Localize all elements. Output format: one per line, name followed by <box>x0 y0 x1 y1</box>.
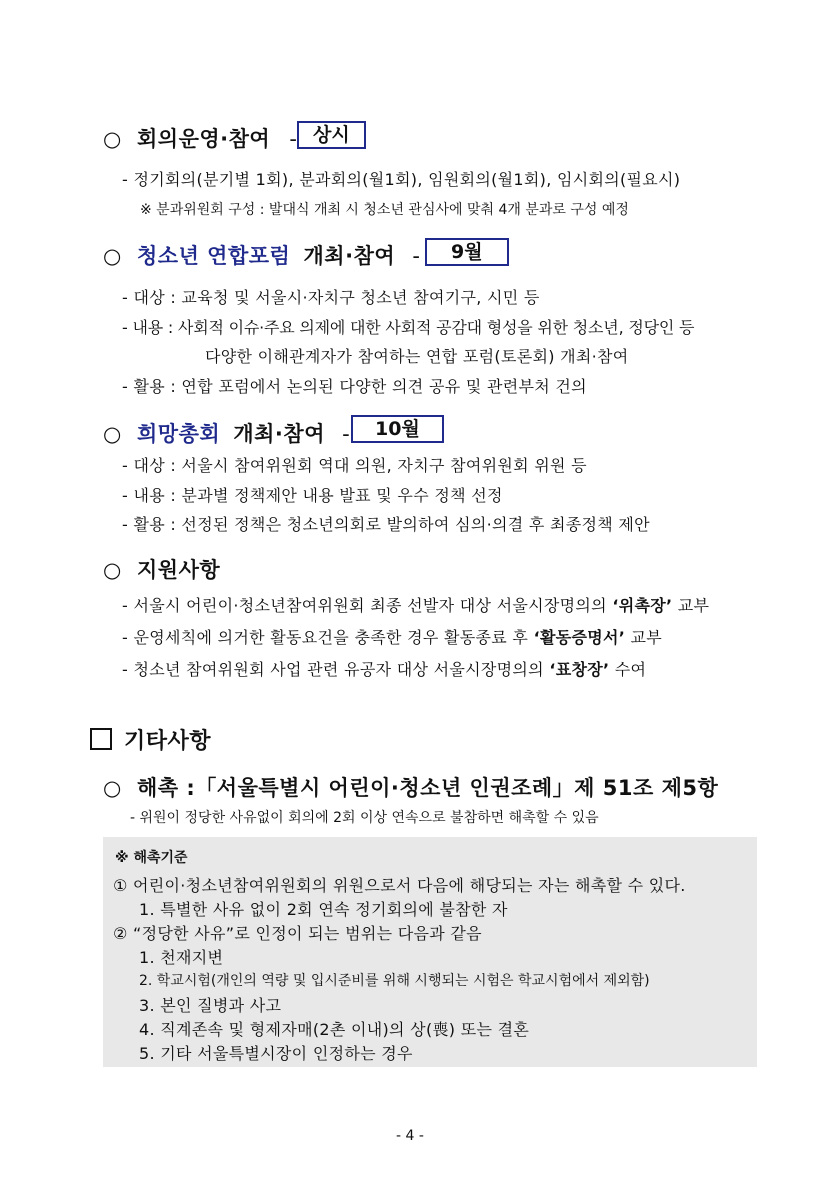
square-bullet-icon <box>90 728 112 750</box>
list-item: - 운영세칙에 의거한 활동요건을 충족한 경우 활동종료 후 ‘활동증명서’ 교부 <box>122 628 663 647</box>
circle-bullet: ○ <box>103 244 122 268</box>
schedule-badge: 상시 <box>297 121 366 149</box>
section-title: 회의운영·참여 <box>137 127 271 151</box>
section-heading-meeting <box>103 123 297 153</box>
dismissal-criteria-box <box>103 837 757 1067</box>
criteria-line: 4. 직계존속 및 형제자매(2촌 이내)의 상(喪) 또는 결혼 <box>139 1020 530 1039</box>
criteria-line: 5. 기타 서울특별시장이 인정하는 경우 <box>139 1044 413 1063</box>
section-heading-forum <box>103 240 420 270</box>
list-item-continued: 다양한 이해관계자가 참여하는 연합 포럼(토론회) 개최·참여 <box>205 347 629 366</box>
circle-bullet: ○ <box>103 558 122 582</box>
schedule-badge: 10월 <box>351 415 444 443</box>
note-text: ※ 분과위원회 구성 : 발대식 개최 시 청소년 관심사에 맞춰 4개 분과로 구성 예정 <box>140 202 629 218</box>
circle-bullet: ○ <box>103 776 122 800</box>
list-item: - 정기회의(분기별 1회), 분과회의(월1회), 임원회의(월1회), 임시회의(필요시) <box>122 170 681 189</box>
section-heading-assembly <box>103 418 350 448</box>
criteria-line: 3. 본인 질병과 사고 <box>139 996 282 1015</box>
schedule-badge: 9월 <box>425 238 509 266</box>
section-heading-support <box>103 554 220 584</box>
list-item: - 활용 : 선정된 정책은 청소년의회로 발의하여 심의·의결 후 최종정책 제안 <box>122 515 650 534</box>
list-item: - 위원이 정당한 사유없이 회의에 2회 이상 연속으로 불참하면 해촉할 수 있음 <box>130 810 599 826</box>
bold-term: ‘표창장’ <box>549 660 610 679</box>
list-item: - 내용 : 사회적 이슈·주요 의제에 대한 사회적 공감대 형성을 위한 청소년, 정당인 등 <box>122 318 695 337</box>
section-title: 기타사항 <box>124 729 212 754</box>
circle-bullet: ○ <box>103 127 122 151</box>
section-title-highlight: 청소년 연합포럼 <box>137 244 291 268</box>
section-title-highlight: 희망총회 <box>137 422 221 446</box>
box-title: ※ 해촉기준 <box>115 850 188 866</box>
dash: - <box>289 127 298 151</box>
criteria-line: 1. 특별한 사유 없이 2회 연속 정기회의에 불참한 자 <box>139 900 508 919</box>
section-title: 개최·참여 <box>303 244 396 268</box>
list-item: - 대상 : 교육청 및 서울시·자치구 청소년 참여기구, 시민 등 <box>122 288 540 307</box>
circle-bullet: ○ <box>103 422 122 446</box>
section-title: 지원사항 <box>137 558 221 582</box>
subsection-title: 해촉 :「서울특별시 어린이·청소년 인권조례」제 51조 제5항 <box>137 776 719 800</box>
major-heading-other <box>90 724 211 755</box>
subsection-heading-dismissal <box>103 772 718 802</box>
list-item: - 대상 : 서울시 참여위원회 역대 의원, 자치구 참여위원회 위원 등 <box>122 456 587 475</box>
list-item: - 내용 : 분과별 정책제안 내용 발표 및 우수 정책 선정 <box>122 486 503 505</box>
list-item: - 서울시 어린이·청소년참여위원회 최종 선발자 대상 서울시장명의의 ‘위촉장’ 교부 <box>122 596 710 615</box>
section-title: 개최·참여 <box>233 422 325 446</box>
criteria-line: 2. 학교시험(개인의 역량 및 입시준비를 위해 시행되는 시험은 학교시험에서 제외함) <box>139 973 650 989</box>
list-item: - 청소년 참여위원회 사업 관련 유공자 대상 서울시장명의의 ‘표창장’ 수여 <box>122 660 647 679</box>
criteria-line: ② “정당한 사유”로 인정이 되는 범위는 다음과 같음 <box>113 924 482 943</box>
dash: - <box>342 422 351 446</box>
bold-term: ‘위촉장’ <box>612 596 673 615</box>
criteria-line: ① 어린이·청소년참여위원회의 위원으로서 다음에 해당되는 자는 해촉할 수 있다. <box>113 876 686 895</box>
criteria-line: 1. 천재지변 <box>139 948 224 967</box>
bold-term: ‘활동증명서’ <box>533 628 626 647</box>
dash: - <box>412 244 421 268</box>
page-number: - 4 - <box>396 1128 424 1144</box>
list-item: - 활용 : 연합 포럼에서 논의된 다양한 의견 공유 및 관련부처 건의 <box>122 377 587 396</box>
